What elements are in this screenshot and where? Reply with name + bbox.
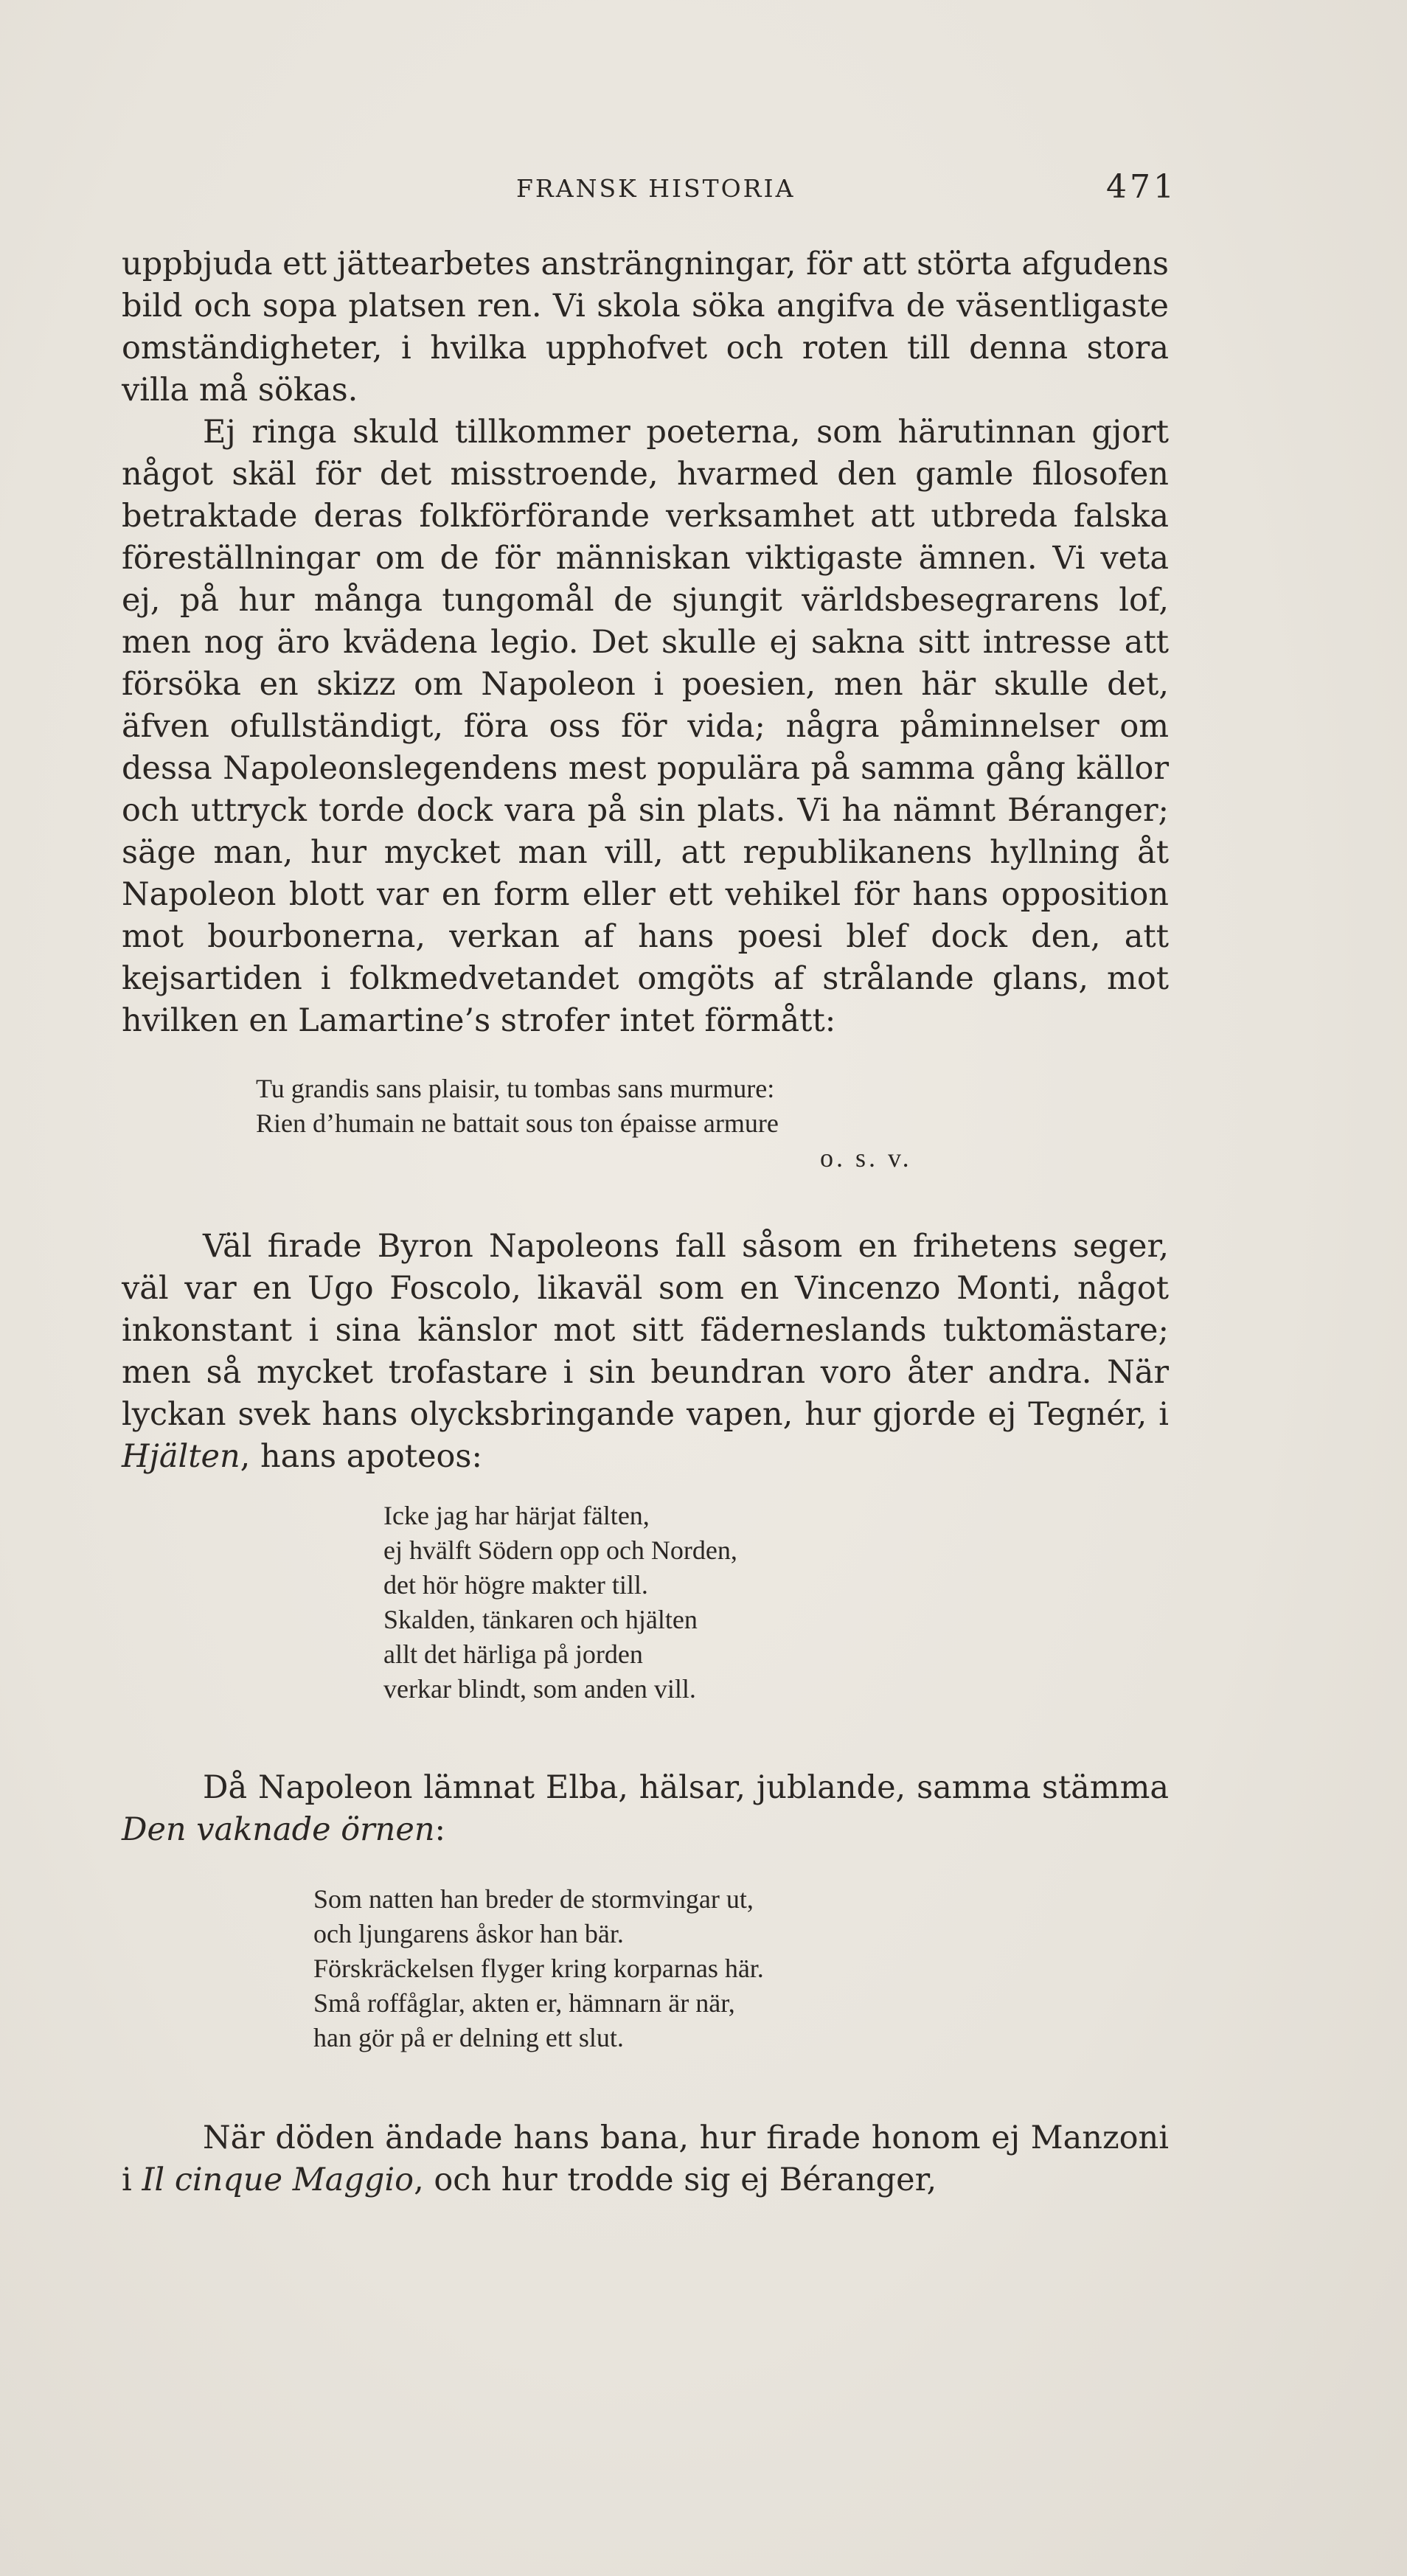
verse-quote-tegner (383, 1499, 1169, 1707)
paragraph-text: När döden ändade hans bana, hur firade honom ej Manzoni i (122, 2120, 1169, 2198)
work-title: Den vaknade örnen (122, 1811, 435, 1848)
running-title: FRANSK HISTORIA (516, 174, 796, 203)
page-body (122, 243, 1169, 2201)
verse-line: det hör högre makter till. (383, 1570, 648, 1600)
paragraph-text: Väl firade Byron Napoleons fall såsom en frihetens seger, väl var en Ugo Foscolo, likaväl som en Vincenzo Monti, något inkonstant i sina känslor mot sitt fäderneslands tuktomästare; men så mycket trofastare i sin beundran voro åter andra. När lyckan svek hans olycksbringande vapen, hur gjorde ej Tegnér, i (122, 1228, 1169, 1433)
verse-continuation: o. s. v. (820, 1143, 912, 1173)
verse-quote-vaknade-ornen (313, 1882, 1169, 2055)
verse-line: Icke jag har härjat fälten, (383, 1501, 650, 1530)
work-title: Il cinque Maggio (142, 2162, 414, 2198)
paragraph-3 (122, 1226, 1169, 1478)
verse-line: han gör på er delning ett slut. (313, 2023, 624, 2052)
paragraph-text: : (434, 1811, 446, 1848)
paragraph-text: , och hur trodde sig ej Béranger, (414, 2162, 937, 2198)
verse-line: Förskräckelsen flyger kring korparnas här. (313, 1954, 764, 1983)
paragraph-1: uppbjuda ett jättearbetes ansträngningar, för att störta afgudens bild och sopa platsen ren. Vi skola söka angifva de väsentligaste omständigheter, i hvilka upphofvet och roten till denna stora villa må sökas. (122, 246, 1169, 409)
verse-line: Rien d’humain ne battait sous ton épaisse armure (256, 1108, 779, 1138)
paragraph-text: Då Napoleon lämnat Elba, hälsar, jublande, samma stämma (203, 1769, 1169, 1806)
verse-quote-lamartine (256, 1072, 1169, 1176)
verse-line: och ljungarens åskor han bär. (313, 1919, 624, 1948)
paragraph-4 (122, 1767, 1169, 1851)
verse-line: Skalden, tänkaren och hjälten (383, 1605, 698, 1634)
paragraph-5 (122, 2117, 1169, 2201)
work-title: Hjälten (122, 1438, 240, 1475)
page-number: 471 (1106, 168, 1177, 206)
verse-line: allt det härliga på jorden (383, 1639, 643, 1669)
verse-line: verkar blindt, som anden vill. (383, 1674, 696, 1704)
paragraph-text: , hans apoteos: (240, 1438, 482, 1475)
page-header (0, 168, 1407, 212)
verse-line: Tu grandis sans plaisir, tu tombas sans murmure: (256, 1074, 775, 1103)
verse-line: Små roffåglar, akten er, hämnarn är när, (313, 1988, 735, 2018)
verse-line: Som natten han breder de stormvingar ut, (313, 1884, 754, 1914)
paragraph-2: Ej ringa skuld tillkommer poeterna, som härutinnan gjort något skäl för det misstroende, hvarmed den gamle filosofen betraktade deras folkförförande verksamhet att utbreda falska föreställningar om de för människan viktigaste ämnen. Vi veta ej, på hur många tungomål de sjungit världsbesegrarens lof, men nog äro kvädena legio. Det skulle ej sakna sitt intresse att försöka en skizz om Napoleon i poesien, men här skulle det, äfven ofullständigt, föra oss för vida; några påminnelser om dessa Napoleonslegendens mest populära på samma gång källor och uttryck torde dock vara på sin plats. Vi ha nämnt Béranger; säge man, hur mycket man vill, att republikanens hyllning åt Napoleon blott var en form eller ett vehikel för hans opposition mot bourbonerna, verkan af hans poesi blef dock den, att kejsartiden i folkmedvetandet omgöts af strålande glans, mot hvilken en Lamartine’s strofer intet förmått: (122, 414, 1169, 1039)
verse-line: ej hvälft Södern opp och Norden, (383, 1535, 737, 1565)
